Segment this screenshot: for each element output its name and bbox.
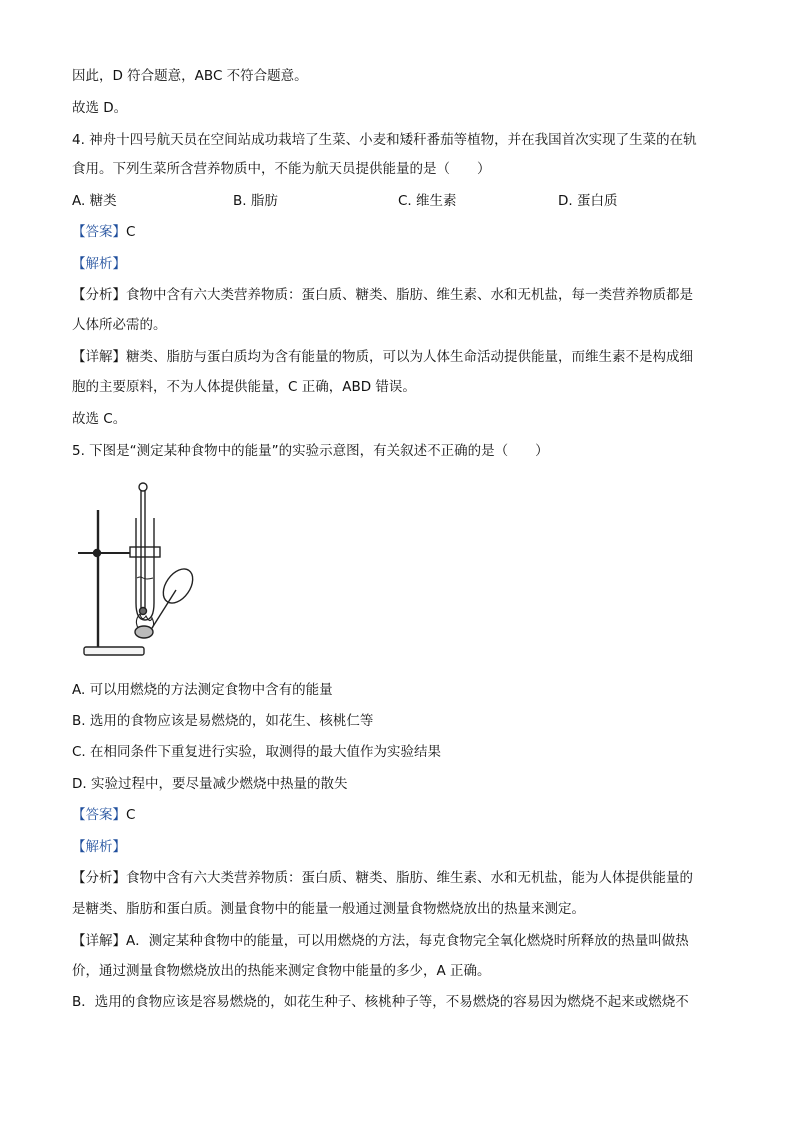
q4-choose: 故选 C。 — [72, 411, 127, 427]
q5-analysis-heading — [72, 837, 722, 857]
q5-xiangjie-line1 — [72, 931, 722, 951]
answer-value: C — [126, 807, 136, 823]
q4-option-a: A. 糖类 — [72, 193, 117, 209]
q5-option-b: B. 选用的食物应该是易燃烧的，如花生、核桃仁等 — [72, 713, 374, 729]
q4-option-d: D. 蛋白质 — [558, 193, 618, 209]
analysis-tag: 【解析】 — [72, 839, 126, 855]
fenxi-text: 食物中含有六大类营养物质：蛋白质、糖类、脂肪、维生素、水和无机盐，每一类营养物质都是 — [126, 287, 693, 303]
holder-loop — [157, 564, 198, 609]
q4-xiangjie-line2: 胞的主要原料，不为人体提供能量，C 正确，ABD 错误。 — [72, 379, 416, 395]
q4-fenxi-line2: 人体所必需的。 — [72, 317, 167, 333]
answer-value: C — [126, 224, 136, 240]
q4-answer-line — [72, 222, 722, 242]
q5-fenxi-line1 — [72, 868, 722, 888]
fenxi-text: 食物中含有六大类营养物质：蛋白质、糖类、脂肪、维生素、水和无机盐，能为人体提供能量的 — [126, 870, 693, 886]
food-energy-apparatus-figure — [78, 478, 198, 662]
q4-analysis-heading — [72, 254, 722, 274]
prev-choose: 故选 D。 — [72, 100, 128, 116]
q5-option-a: A. 可以用燃烧的方法测定食物中含有的能量 — [72, 682, 333, 698]
xiangjie-text: 糖类、脂肪与蛋白质均为含有能量的物质，可以为人体生命活动提供能量，而维生素不是构成细 — [126, 349, 693, 365]
answer-tag: 【答案】 — [72, 807, 126, 823]
thermometer-bulb — [140, 608, 147, 615]
xiangjie-text: A．测定某种食物中的能量，可以用燃烧的方法，每克食物完全氧化燃烧时所释放的热量叫做热 — [126, 933, 689, 949]
q4-fenxi-line1 — [72, 285, 722, 305]
clamp-knob — [94, 550, 101, 557]
q5-answer-line — [72, 805, 722, 825]
q4-option-c: C. 维生素 — [398, 193, 457, 209]
q5-xiangjie-line2: 价，通过测量食物燃烧放出的热能来测定食物中能量的多少，A 正确。 — [72, 963, 491, 979]
q5-option-c: C. 在相同条件下重复进行实验，取测得的最大值作为实验结果 — [72, 744, 442, 760]
burning-food — [135, 626, 153, 638]
prev-conclusion: 因此，D 符合题意，ABC 不符合题意。 — [72, 68, 308, 84]
xiangjie-tag: 【详解】 — [72, 349, 126, 365]
xiangjie-tag: 【详解】 — [72, 933, 126, 949]
thermometer-top — [139, 483, 147, 491]
q5-option-d: D. 实验过程中，要尽量减少燃烧中热量的散失 — [72, 776, 348, 792]
q4-stem-line1: 4. 神舟十四号航天员在空间站成功栽培了生菜、小麦和矮秆番茄等植物，并在我国首次实现了生菜的在轨 — [72, 132, 697, 148]
q4-option-b: B. 脂肪 — [233, 193, 278, 209]
fenxi-tag: 【分析】 — [72, 287, 126, 303]
stand-base — [84, 647, 144, 655]
q5-fenxi-line2: 是糖类、脂肪和蛋白质。测量食物中的能量一般通过测量食物燃烧放出的热量来测定。 — [72, 901, 585, 917]
analysis-tag: 【解析】 — [72, 256, 126, 272]
q5-stem: 5. 下图是“测定某种食物中的能量”的实验示意图，有关叙述不正确的是（ ） — [72, 443, 549, 459]
answer-tag: 【答案】 — [72, 224, 126, 240]
q5-b-explanation: B．选用的食物应该是容易燃烧的，如花生种子、核桃种子等，不易燃烧的容易因为燃烧不起来或燃烧不 — [72, 994, 689, 1010]
q4-xiangjie-line1 — [72, 347, 722, 367]
q4-stem-line2: 食用。下列生菜所含营养物质中，不能为航天员提供能量的是（ ） — [72, 161, 491, 177]
fenxi-tag: 【分析】 — [72, 870, 126, 886]
